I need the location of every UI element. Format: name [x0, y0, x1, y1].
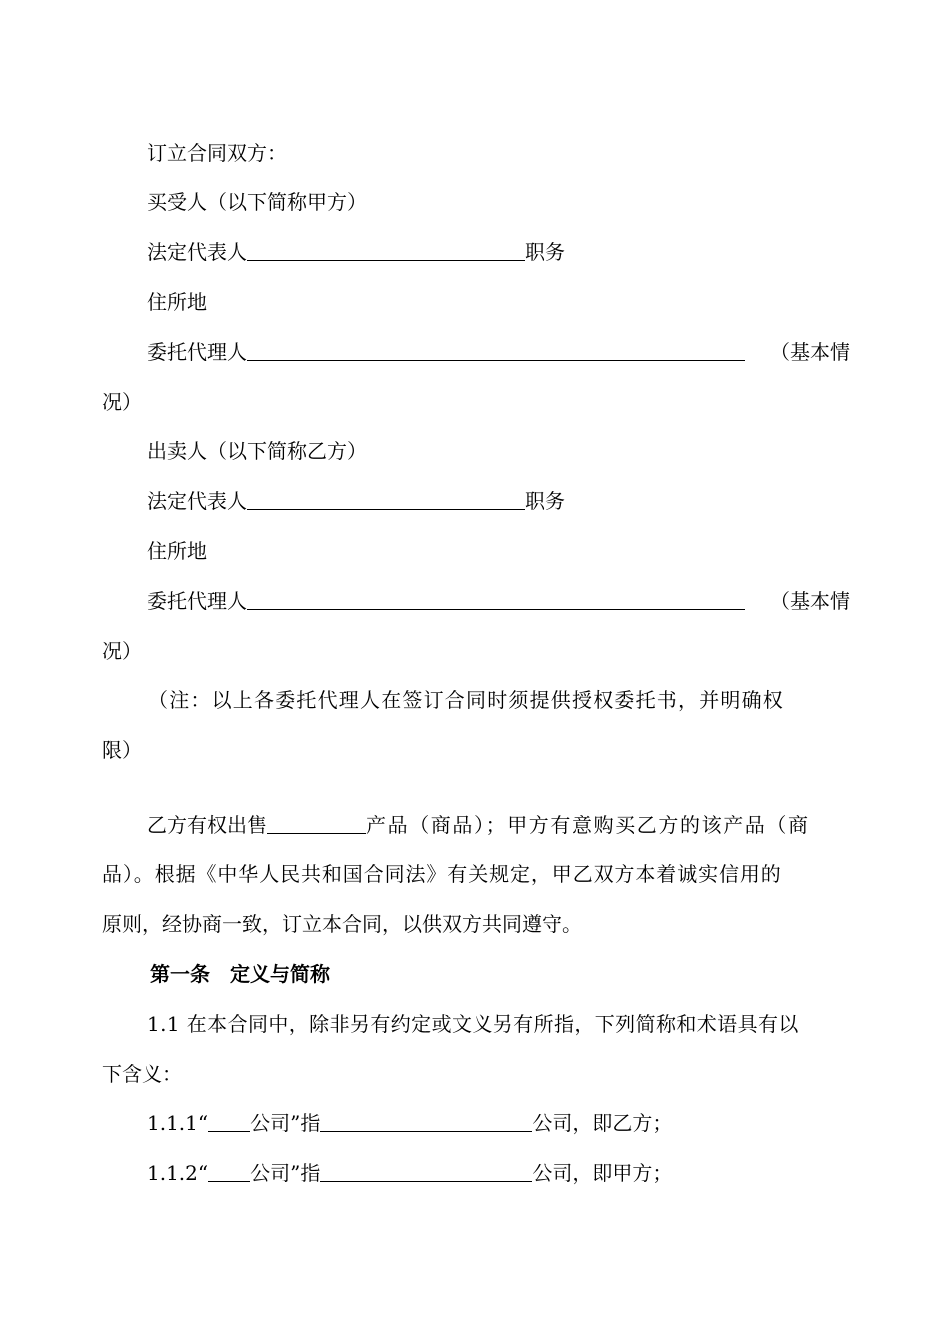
- seller-legal-rep-label: 法定代表人: [147, 489, 247, 513]
- buyer-address-label: 住所地: [147, 290, 207, 314]
- clause-1-1-2-short-blank[interactable]: [208, 1161, 250, 1182]
- clause-1-1-line1: 1.1 在本合同中，除非另有约定或文义另有所指，下列简称和术语具有以: [147, 1012, 799, 1036]
- buyer-agent-line: [102, 339, 850, 365]
- buyer-agent-note-cont: 况）: [102, 390, 142, 414]
- seller-position-label: 职务: [525, 489, 565, 513]
- buyer-legal-rep-label: 法定代表人: [147, 240, 247, 264]
- seller-legal-rep-blank[interactable]: [247, 489, 525, 510]
- clause-1-1-2-mid: 公司”指: [250, 1161, 321, 1185]
- seller-address-label: 住所地: [147, 539, 207, 563]
- buyer-legal-rep-line: [102, 239, 850, 265]
- clause-1-1-1-prefix: 1.1.1“: [147, 1111, 209, 1135]
- clause-1-1-1-short-blank[interactable]: [208, 1111, 250, 1132]
- seller-title: 出卖人（以下简称乙方）: [147, 439, 367, 463]
- clause-1-1-1-suffix: 公司，即乙方；: [532, 1111, 673, 1135]
- buyer-legal-rep-blank[interactable]: [247, 240, 525, 261]
- buyer-position-label: 职务: [525, 240, 565, 264]
- buyer-title: 买受人（以下简称甲方）: [147, 190, 367, 214]
- article1-heading: 第一条 定义与简称: [150, 962, 330, 986]
- clause-1-1-line2: 下含义：: [102, 1062, 182, 1086]
- seller-agent-note: （基本情: [770, 589, 850, 613]
- clause-1-1-1: [102, 1110, 850, 1136]
- clause-1-1-2: [102, 1160, 850, 1186]
- agent-note-line2: 限）: [102, 738, 142, 762]
- seller-agent-label: 委托代理人: [147, 589, 247, 613]
- preamble-p1-before: 乙方有权出售: [147, 813, 267, 837]
- preamble-p1-after: 产品（商品）；甲方有意购买乙方的该产品（商: [366, 813, 810, 837]
- clause-1-1-2-prefix: 1.1.2“: [147, 1161, 209, 1185]
- preamble-line3: 原则，经协商一致，订立本合同，以供双方共同遵守。: [102, 912, 582, 936]
- product-blank[interactable]: [267, 813, 366, 834]
- seller-agent-blank[interactable]: [247, 589, 745, 610]
- agent-note-line1: （注：以上各委托代理人在签订合同时须提供授权委托书，并明确权: [148, 688, 784, 712]
- clause-1-1-2-suffix: 公司，即甲方；: [532, 1161, 673, 1185]
- seller-legal-rep-line: [102, 488, 850, 514]
- clause-1-1-1-company-blank[interactable]: [320, 1111, 532, 1132]
- buyer-agent-blank[interactable]: [247, 340, 745, 361]
- parties-heading: 订立合同双方：: [147, 141, 287, 165]
- seller-agent-line: [102, 588, 850, 614]
- clause-1-1-2-company-blank[interactable]: [320, 1161, 532, 1182]
- buyer-agent-label: 委托代理人: [147, 340, 247, 364]
- preamble-line2: 品）。根据《中华人民共和国合同法》有关规定，甲乙双方本着诚实信用的: [102, 862, 782, 886]
- seller-agent-note-cont: 况）: [102, 639, 142, 663]
- preamble-line1: [102, 812, 850, 838]
- buyer-agent-note: （基本情: [770, 340, 850, 364]
- clause-1-1-1-mid: 公司”指: [250, 1111, 321, 1135]
